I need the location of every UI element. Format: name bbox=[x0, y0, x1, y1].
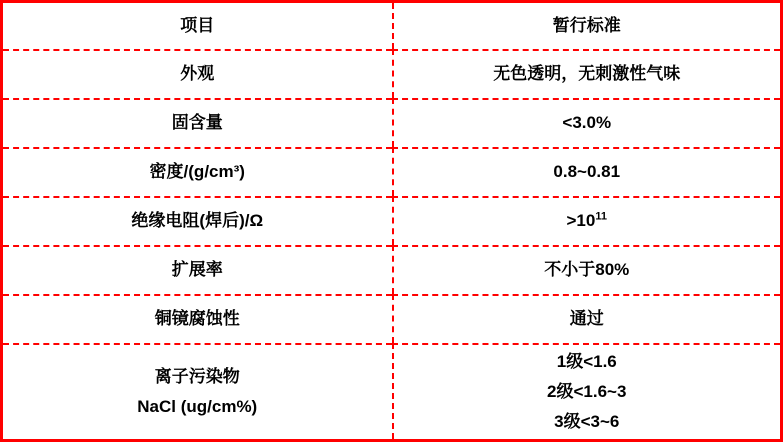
row-expansion-rate-value-cell bbox=[392, 245, 781, 294]
row-insulation-resistance-value-cell bbox=[392, 196, 781, 245]
row-ionic-contaminant-label-line1: 离子污染物 bbox=[154, 367, 240, 386]
row-density-value-cell bbox=[392, 147, 781, 196]
row-copper-mirror-value: 通过 bbox=[569, 309, 604, 329]
header-standard-label: 暂行标准 bbox=[552, 15, 621, 35]
row-copper-mirror-label: 铜镜腐蚀性 bbox=[154, 309, 240, 329]
row-density-label: 密度/(g/cm³) bbox=[149, 162, 245, 182]
row-solid-content-label: 固含量 bbox=[171, 113, 223, 133]
row-density-value: 0.8~0.81 bbox=[553, 162, 621, 182]
row-insulation-resistance-value bbox=[567, 210, 607, 233]
row-ionic-contaminant-label-line2: NaCl (ug/cm%) bbox=[137, 397, 258, 416]
row-insulation-resistance-label: 绝缘电阻(焊后)/Ω bbox=[131, 211, 264, 231]
row-solid-content-item-cell bbox=[3, 98, 392, 147]
row-appearance-item-cell bbox=[3, 49, 392, 98]
row-appearance-value: 无色透明，无刺激性气味 bbox=[493, 64, 681, 84]
row-appearance-label: 外观 bbox=[180, 64, 215, 84]
value-superscript: 11 bbox=[595, 210, 607, 223]
row-ionic-contaminant-grade2: 2级<1.6~3 bbox=[547, 382, 627, 401]
row-solid-content-value: <3.0% bbox=[562, 113, 612, 133]
row-density-item-cell bbox=[3, 147, 392, 196]
row-copper-mirror-item-cell bbox=[3, 294, 392, 343]
header-item-cell bbox=[3, 3, 392, 49]
row-ionic-contaminant-value-cell bbox=[392, 343, 781, 439]
row-insulation-resistance-item-cell bbox=[3, 196, 392, 245]
header-standard-cell bbox=[392, 3, 781, 49]
row-appearance-value-cell bbox=[392, 49, 781, 98]
row-expansion-rate-item-cell bbox=[3, 245, 392, 294]
row-expansion-rate-label: 扩展率 bbox=[171, 260, 223, 280]
row-ionic-contaminant-grade3: 3级<3~6 bbox=[554, 412, 620, 431]
row-copper-mirror-value-cell bbox=[392, 294, 781, 343]
row-ionic-contaminant-grade1: 1级<1.6 bbox=[556, 352, 617, 371]
value-base: >10 bbox=[566, 211, 596, 231]
header-item-label: 项目 bbox=[180, 15, 215, 35]
row-expansion-rate-value: 不小于80% bbox=[544, 260, 630, 280]
row-solid-content-value-cell bbox=[392, 98, 781, 147]
row-ionic-contaminant-item-cell bbox=[3, 343, 392, 439]
